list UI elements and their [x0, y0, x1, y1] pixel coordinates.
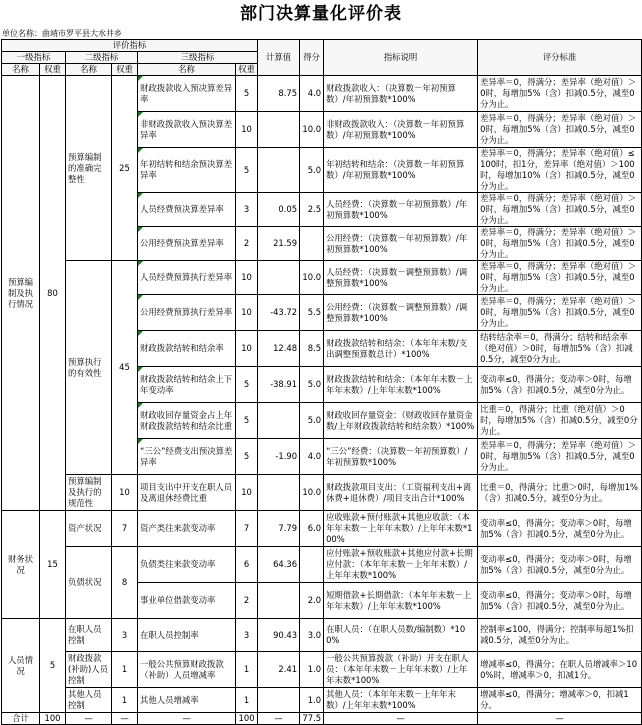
level3-weight: 7	[236, 511, 258, 547]
level2-name: 财政拨款(补助)人员控制	[66, 652, 112, 688]
scoring-standard: 差异率＝0，得满分；差异率（绝对值）＞0时，每增加5%（含）扣减0.5分，减至0分为止。	[478, 112, 642, 148]
table-row	[2, 619, 642, 652]
table-row	[2, 475, 642, 511]
level2-name: 预算编制的准确完整性	[66, 76, 112, 261]
level3-name: 公用经费预决算差异率	[138, 227, 236, 261]
scoring-standard: 变动率≤0，得满分；变动率＞0时，每增加5%（含）扣减0.5分，减至0分为止。	[478, 583, 642, 619]
level2-weight: 10	[112, 475, 138, 511]
report-title: 部门决算量化评价表	[240, 4, 402, 24]
score-value: 10.0	[300, 475, 324, 511]
level3-weight: 3	[236, 619, 258, 652]
header-l2-weight: 权重	[112, 64, 138, 76]
indicator-description: 财政拨款结转和结余：（本年年末数－上年年末数）/上年年末数*100%	[324, 367, 478, 403]
level3-name: 财政拨款结转和结余上下年变动率	[138, 367, 236, 403]
header-level2: 二级指标	[66, 52, 138, 64]
calc-value: 0.05	[258, 193, 300, 227]
level3-name: 其他人员增减率	[138, 688, 236, 713]
score-value: 5.0	[300, 403, 324, 439]
level3-name: 人员经费预决算差异率	[138, 193, 236, 227]
level3-name: 人员经费预算执行差异率	[138, 261, 236, 295]
level3-name: 财政收回存量资金占上年财政拨款结转和结余比重	[138, 403, 236, 439]
scoring-standard: 差异率＝0，得满分；差异率（绝对值）＞0时，每增加5%（含）扣减0.5分，减至0分为止。	[478, 76, 642, 112]
calc-value	[258, 688, 300, 713]
scoring-standard: 比重＝0，得满分；比重＞0时，每增加1%（含）扣减0.5分，减至0分为止。	[478, 475, 642, 511]
level3-weight: 10	[236, 331, 258, 367]
scoring-standard: 增减率≤0，得满分；增减率＞0，扣减1分。	[478, 688, 642, 713]
score-value: 5.5	[300, 295, 324, 331]
score-value: 3.0	[300, 619, 324, 652]
level3-weight: 5	[236, 439, 258, 475]
indicator-description: 公用经费：（决算数－调整预算数）/调整预算数*100%	[324, 295, 478, 331]
level1-name: 人员情况	[2, 619, 40, 713]
level1-weight: 80	[40, 76, 66, 511]
indicator-description: 短期借款+长期借款：（本年年末数－上年年末数）/上年年末数*100%	[324, 583, 478, 619]
level3-weight: 10	[236, 295, 258, 331]
header-calc: 计算值	[258, 40, 300, 76]
header-group: 评价指标	[2, 40, 258, 52]
level3-name: 负债类往来款变动率	[138, 547, 236, 583]
total-dash: —	[258, 713, 300, 725]
score-value	[300, 227, 324, 261]
level1-weight: 15	[40, 511, 66, 619]
header-desc: 指标说明	[324, 40, 478, 76]
score-value: 10.0	[300, 112, 324, 148]
indicator-description: 财政拨款收入：（决算数－年初预算数）/年初预算数*100%	[324, 76, 478, 112]
unit-name: 单位名称：曲靖市罗平县大水井乡	[2, 29, 122, 38]
score-value	[300, 547, 324, 583]
calc-value	[258, 112, 300, 148]
calc-value: -38.91	[258, 367, 300, 403]
level3-name: 在职人员控制率	[138, 619, 236, 652]
level3-name: 财政拨款收入预决算差异率	[138, 76, 236, 112]
table-row	[2, 261, 642, 295]
level2-weight: 3	[112, 619, 138, 652]
indicator-description: 人员经费：（决算数－年初预算数）/年初预算数*100%	[324, 193, 478, 227]
level2-weight: 1	[112, 652, 138, 688]
scoring-standard: 差异率＝0，得满分；差异率（绝对值）＞0时，每增加5%（含）扣减0.5分，减至0分为止。	[478, 295, 642, 331]
scoring-standard: 差异率＝0，得满分；差异率（绝对值）＞0时，每增加5%（含）扣减0.5分，减至0分为止。	[478, 261, 642, 295]
total-label: 合计	[2, 713, 40, 725]
header-level1: 一级指标	[2, 52, 66, 64]
level3-weight: 3	[236, 193, 258, 227]
scoring-standard: 增减率≤0，得满分；在职人员增减率＞100%时，增减率＞0，扣减1分。	[478, 652, 642, 688]
level3-name: 资产类往来款变动率	[138, 511, 236, 547]
scoring-standard: 变动率≤0，得满分；变动率＞0时，每增加5%（含）扣减0.5分，减至0分为止。	[478, 547, 642, 583]
level3-weight: 10	[236, 112, 258, 148]
indicator-description: 其他人员：（本年年末数－上年年末数）/上年年末数*100%	[324, 688, 478, 713]
level2-name: 预算执行的有效性	[66, 261, 112, 475]
total-dash: —	[112, 713, 138, 725]
total-dash: —	[324, 713, 478, 725]
header-score: 得分	[300, 40, 324, 76]
level2-name: 其他人员控制	[66, 688, 112, 713]
level3-weight: 5	[236, 76, 258, 112]
level2-weight: 45	[112, 261, 138, 475]
score-value: 2.5	[300, 193, 324, 227]
scoring-standard: 差异率＝0，得满分；差异率（绝对值）＞0时，每增加5%（含）扣减0.5分，减至0分为止。	[478, 193, 642, 227]
level3-name: 公用经费预算执行差异率	[138, 295, 236, 331]
table-row	[2, 688, 642, 713]
indicator-description: 一般公共预算拨款（补助）开支在职人员：（本年年末数－上年年末数）/上年年末数*100%	[324, 652, 478, 688]
calc-value: 21.59	[258, 227, 300, 261]
score-value: 6.0	[300, 511, 324, 547]
header-l2-name: 名称	[66, 64, 112, 76]
level3-name: 事业单位借款变动率	[138, 583, 236, 619]
level2-weight: 25	[112, 76, 138, 261]
level3-weight: 6	[236, 547, 258, 583]
table-row	[2, 511, 642, 547]
level2-weight: 8	[112, 547, 138, 619]
evaluation-table	[1, 39, 642, 725]
level2-name: 负债状况	[66, 547, 112, 619]
score-value: 8.5	[300, 331, 324, 367]
calc-value: 8.75	[258, 76, 300, 112]
calc-value: 2.41	[258, 652, 300, 688]
indicator-description: 人员经费：（决算数－调整预算数）/调整预算数*100%	[324, 261, 478, 295]
level3-weight: 2	[236, 227, 258, 261]
indicator-description: 应付账款+预收账款+其他应付款+长期应付款：（本年年末数－上年年末数）/上年年末数*100%	[324, 547, 478, 583]
level1-name: 预算编制及执行情况	[2, 76, 40, 511]
level1-weight: 5	[40, 619, 66, 713]
indicator-description: 非财政拨款收入：（决算数－年初预算数）/年初预算数*100%	[324, 112, 478, 148]
level3-weight: 1	[236, 688, 258, 713]
total-score: 77.5	[300, 713, 324, 725]
level3-weight: 10	[236, 475, 258, 511]
scoring-standard: 变动率≤0，得满分；变动率＞0时，每增加5%（含）扣减0.5分，减至0分为止。	[478, 511, 642, 547]
level3-weight: 10	[236, 261, 258, 295]
level3-weight: 5	[236, 367, 258, 403]
score-value: 4.0	[300, 76, 324, 112]
scoring-standard: 变动率≤0，得满分；变动率＞0时，每增加5%（含）扣减0.5分，减至0分为止。	[478, 367, 642, 403]
scoring-standard: 差异率＝0，得满分；差异率（绝对值）＞0时，每增加5%（含）扣减0.5分，减至0分为止。	[478, 227, 642, 261]
indicator-description: “三公”经费：（决算数－年初预算数）/年初预算数*100%	[324, 439, 478, 475]
level3-weight: 1	[236, 652, 258, 688]
indicator-description: 财政拨款结转和结余：（本年年末数/支出调整预算数总计）*100%	[324, 331, 478, 367]
total-dash: —	[66, 713, 112, 725]
header-level3: 三级指标	[138, 52, 258, 64]
indicator-description: 应收账款+预付账款+其他应收款：（本年年末数－上年年末数）/上年年末数*100%	[324, 511, 478, 547]
calc-value	[258, 148, 300, 193]
calc-value	[258, 475, 300, 511]
score-value: 1.0	[300, 652, 324, 688]
scoring-standard: 控制率≤100，得满分；控制率每超1%扣减0.5分，减至0分为止。	[478, 619, 642, 652]
calc-value	[258, 403, 300, 439]
level3-weight: 2	[236, 583, 258, 619]
level2-weight: 1	[112, 688, 138, 713]
total-level3-weight: 100	[236, 713, 258, 725]
header-std: 评分标准	[478, 40, 642, 76]
calc-value: 90.43	[258, 619, 300, 652]
level3-name: 项目支出中开支在职人员及离退休经费比重	[138, 475, 236, 511]
table-row	[2, 652, 642, 688]
scoring-standard: 差异率＝0，得满分；差异率（绝对值）≤100时，扣1分，差异率（绝对值）＞100时，每增加10%（含）扣减0.5分，减至0分为止。	[478, 148, 642, 193]
calc-value: 7.79	[258, 511, 300, 547]
level3-name: 非财政拨款收入预决算差异率	[138, 112, 236, 148]
level3-weight: 5	[236, 403, 258, 439]
level3-name: 财政拨款结转和结余率	[138, 331, 236, 367]
level1-name: 财务状况	[2, 511, 40, 619]
calc-value	[258, 261, 300, 295]
table-row	[2, 547, 642, 583]
total-dash: —	[478, 713, 642, 725]
indicator-description: 财政收回存量资金：（财政收回存量资金数/上年财政拨款结转和结余数）*100%	[324, 403, 478, 439]
level2-name: 在职人员控制	[66, 619, 112, 652]
level2-name: 资产状况	[66, 511, 112, 547]
score-value: 4.0	[300, 439, 324, 475]
level2-weight: 7	[112, 511, 138, 547]
header-l3-name: 名称	[138, 64, 236, 76]
score-value: 10.0	[300, 261, 324, 295]
score-value: 2.0	[300, 583, 324, 619]
score-value: 5.0	[300, 367, 324, 403]
calc-value: -1.90	[258, 439, 300, 475]
indicator-description: 年初结转和结余：（决算数－年初预算数）/年初预算数*100%	[324, 148, 478, 193]
indicator-description: 在职人员：（在职人员数/编制数）*100%	[324, 619, 478, 652]
indicator-description: 公用经费：（决算数－年初预算数）/年初预算数*100%	[324, 227, 478, 261]
total-row	[2, 713, 642, 725]
score-value: 5.0	[300, 148, 324, 193]
header-l1-name: 名称	[2, 64, 40, 76]
calc-value: 12.48	[258, 331, 300, 367]
scoring-standard: 差异率＝0，得满分；差异率（绝对值）＞0时，每增加5%（含）扣减0.5分，减至0分为止。	[478, 439, 642, 475]
indicator-description: 财政拨款项目支出：（工资福利支出+离休费+退休费）/项目支出合计*100%	[324, 475, 478, 511]
score-value: 1.0	[300, 688, 324, 713]
scoring-standard: 结转结余率＝0，得满分；结转和结余率（绝对值）＞0时，每增加5%（含）扣减0.5分，减至0分为止。	[478, 331, 642, 367]
level3-name: 年初结转和结余预决算差异率	[138, 148, 236, 193]
calc-value: 64.36	[258, 547, 300, 583]
calc-value: -43.72	[258, 295, 300, 331]
level3-name: 一般公共预算财政拨款（补助）人员增减率	[138, 652, 236, 688]
calc-value	[258, 583, 300, 619]
scoring-standard: 比重＝0，得满分；比重（绝对值）＞0时，每增加5%（含）扣减0.5分，减至0分为止。	[478, 403, 642, 439]
level2-name: 预算编制及执行的规范性	[66, 475, 112, 511]
header-l3-weight: 权重	[236, 64, 258, 76]
table-row	[2, 76, 642, 112]
total-level1-weight: 100	[40, 713, 66, 725]
level3-name: “三公”经费支出预决算差异率	[138, 439, 236, 475]
level3-weight: 5	[236, 148, 258, 193]
header-l1-weight: 权重	[40, 64, 66, 76]
total-dash: —	[138, 713, 236, 725]
